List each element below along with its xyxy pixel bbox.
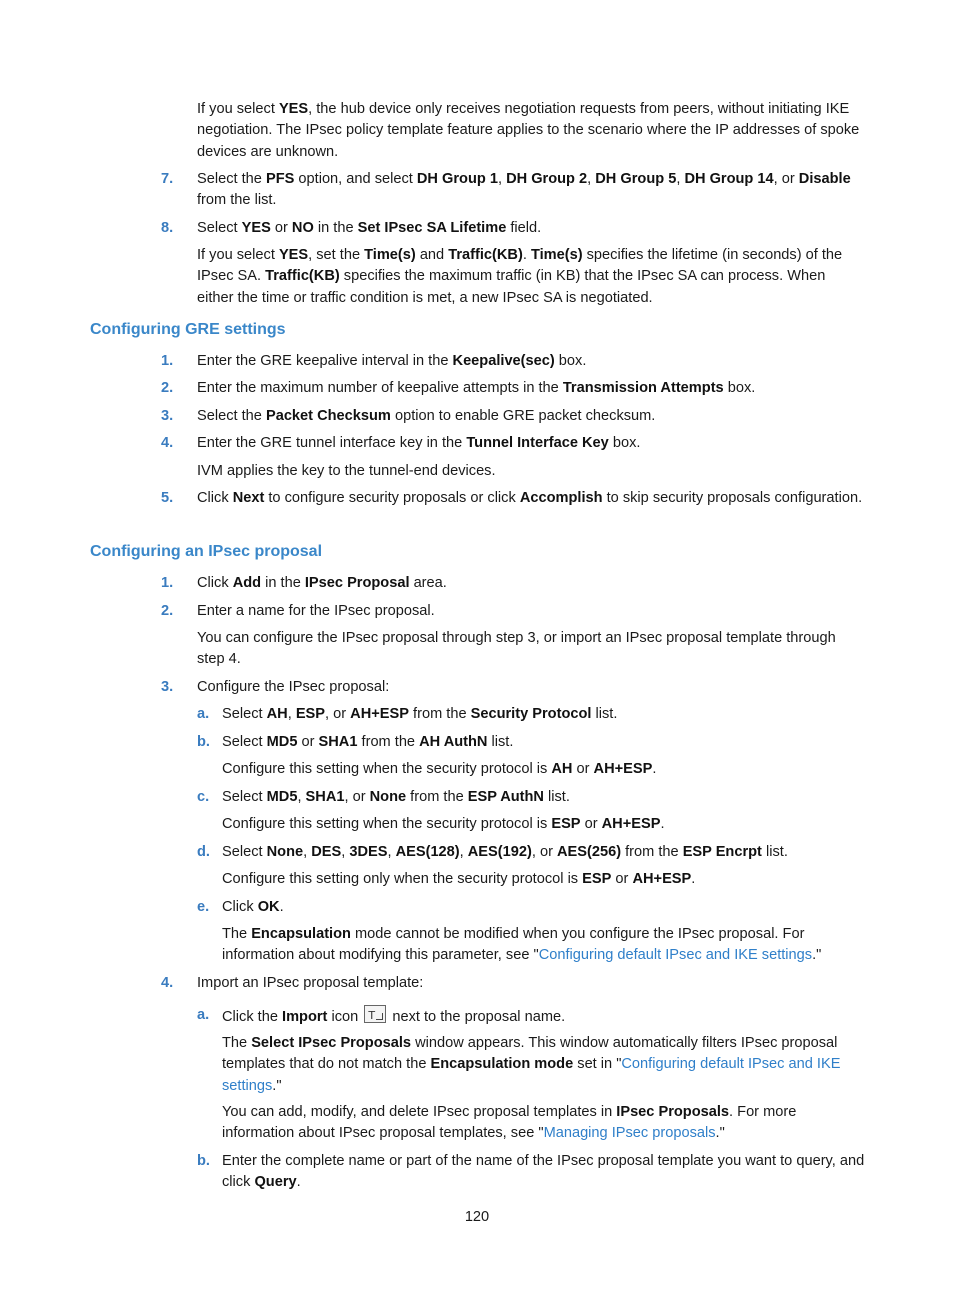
paragraph-lifetime: If you select YES, set the Time(s) and Traffic(KB). Time(s) specifies the lifetime (in seconds) of the IPsec SA. Traffic(KB) specifies the maximum traffic (in KB) that the IPsec SA can process. When either the time or traffic condition is met, a new IPsec SA is negotiated. — [197, 247, 843, 306]
substep-letter: b. — [197, 1153, 210, 1169]
paragraph-esp-authn-note: Configure this setting when the security protocol is ESP or AH+ESP. — [222, 816, 665, 832]
paragraph-ah-authn-note: Configure this setting when the security protocol is AH or AH+ESP. — [222, 761, 657, 777]
step-number: 3. — [161, 408, 174, 424]
step-number: 1. — [161, 575, 174, 591]
substep-letter: a. — [197, 706, 210, 722]
substep-import-b: Enter the complete name or part of the name of the IPsec proposal template you want to query, and click Query. — [222, 1153, 865, 1191]
gre-step-2: Enter the maximum number of keepalive attempts in the Transmission Attempts box. — [197, 380, 756, 396]
substep-letter: a. — [197, 1007, 210, 1023]
paragraph-esp-encrpt-note: Configure this setting only when the security protocol is ESP or AH+ESP. — [222, 871, 696, 887]
page-number: 120 — [464, 1209, 490, 1225]
paragraph-manage-templates: You can add, modify, and delete IPsec proposal templates in IPsec Proposals. For more information about IPsec proposal templates, see "Managing IPsec proposals." — [222, 1104, 797, 1142]
link-default-ipsec-ike-settings[interactable]: Configuring default IPsec and IKE settings — [538, 947, 813, 964]
substep-e: Click OK. — [222, 899, 284, 915]
section-heading-gre: Configuring GRE settings — [90, 321, 286, 338]
step-number: 5. — [161, 490, 174, 506]
paragraph-ivm: IVM applies the key to the tunnel-end devices. — [197, 463, 496, 479]
step-number: 2. — [161, 380, 174, 396]
step-number: 7. — [161, 171, 174, 187]
step-7: Select the PFS option, and select DH Group 1, DH Group 2, DH Group 5, DH Group 14, or Disable from the list. — [197, 171, 851, 209]
step-number: 4. — [161, 975, 174, 991]
import-icon — [364, 1005, 386, 1023]
section-heading-ipsec-proposal: Configuring an IPsec proposal — [90, 543, 323, 560]
link-managing-ipsec-proposals[interactable]: Managing IPsec proposals — [543, 1125, 716, 1142]
step-8: Select YES or NO in the Set IPsec SA Lifetime field. — [197, 220, 542, 236]
paragraph-encapsulation-note: The Encapsulation mode cannot be modified when you configure the IPsec proposal. For information about modifying this parameter, see "Configuring default IPsec and IKE settings." — [222, 926, 822, 964]
paragraph-step-3-or-4: You can configure the IPsec proposal through step 3, or import an IPsec proposal template through step 4. — [197, 630, 836, 668]
ipsec-step-1: Click Add in the IPsec Proposal area. — [197, 575, 447, 591]
step-number: 2. — [161, 603, 174, 619]
step-number: 3. — [161, 679, 174, 695]
substep-a: Select AH, ESP, or AH+ESP from the Security Protocol list. — [222, 706, 618, 722]
substep-b: Select MD5 or SHA1 from the AH AuthN list. — [222, 734, 514, 750]
paragraph-yes-explanation: If you select YES, the hub device only receives negotiation requests from peers, without initiating IKE negotiation. The IPsec policy template feature applies to the scenario where the IP addresses of spoke devices are unknown. — [197, 101, 860, 160]
gre-step-5: Click Next to configure security proposals or click Accomplish to skip security proposals configuration. — [197, 490, 863, 506]
substep-c: Select MD5, SHA1, or None from the ESP AuthN list. — [222, 789, 570, 805]
step-number: 4. — [161, 435, 174, 451]
gre-step-1: Enter the GRE keepalive interval in the Keepalive(sec) box. — [197, 353, 587, 369]
gre-step-3: Select the Packet Checksum option to enable GRE packet checksum. — [197, 408, 656, 424]
link-default-ipsec-ike-settings[interactable]: Configuring default IPsec and IKE settings — [222, 1056, 841, 1094]
substep-import-a: Click the Import icon T next to the proposal name. — [222, 1005, 865, 1028]
paragraph-select-ipsec-proposals: The Select IPsec Proposals window appears. This window automatically filters IPsec proposal templates that do not match the Encapsulation mode set in "Configuring default IPsec and IKE settings." — [222, 1035, 841, 1094]
step-number: 8. — [161, 220, 174, 236]
substep-letter: b. — [197, 734, 210, 750]
ipsec-step-2: Enter a name for the IPsec proposal. — [197, 603, 435, 619]
gre-step-4: Enter the GRE tunnel interface key in the Tunnel Interface Key box. — [197, 435, 641, 451]
substep-letter: d. — [197, 844, 210, 860]
substep-d: Select None, DES, 3DES, AES(128), AES(192), or AES(256) from the ESP Encrpt list. — [222, 844, 788, 860]
step-number: 1. — [161, 353, 174, 369]
ipsec-step-3: Configure the IPsec proposal: — [197, 679, 390, 695]
substep-letter: e. — [197, 899, 210, 915]
ipsec-step-4: Import an IPsec proposal template: — [197, 975, 424, 991]
substep-letter: c. — [197, 789, 210, 805]
